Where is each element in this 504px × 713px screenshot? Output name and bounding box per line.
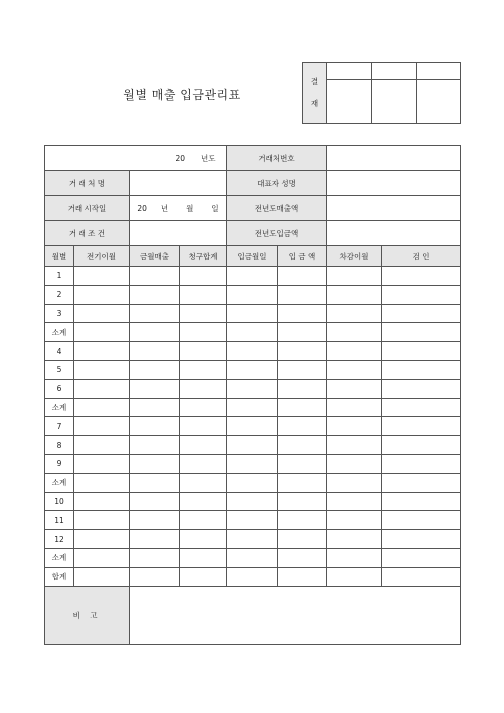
data-cell[interactable] bbox=[278, 492, 327, 511]
data-cell[interactable] bbox=[327, 548, 382, 567]
data-cell[interactable] bbox=[327, 360, 382, 379]
data-cell[interactable] bbox=[227, 285, 278, 304]
data-cell[interactable] bbox=[74, 567, 130, 586]
row-label: 3 bbox=[45, 304, 74, 323]
terms-input[interactable] bbox=[130, 221, 227, 246]
data-cell[interactable] bbox=[227, 360, 278, 379]
data-cell[interactable] bbox=[74, 285, 130, 304]
terms-label: 거 래 조 건 bbox=[45, 221, 130, 246]
data-cell[interactable] bbox=[130, 323, 180, 342]
data-cell[interactable] bbox=[278, 436, 327, 455]
data-cell[interactable] bbox=[130, 567, 180, 586]
year-value: 20 bbox=[175, 153, 185, 163]
start-date-day-unit: 일 bbox=[211, 203, 219, 213]
data-cell[interactable] bbox=[327, 511, 382, 530]
column-header: 금월매출 bbox=[130, 246, 180, 267]
data-cell[interactable] bbox=[180, 417, 227, 436]
account-no-label: 거래처번호 bbox=[227, 146, 327, 171]
data-cell[interactable] bbox=[278, 342, 327, 361]
data-cell[interactable] bbox=[180, 398, 227, 417]
data-cell[interactable] bbox=[130, 548, 180, 567]
data-cell[interactable] bbox=[180, 342, 227, 361]
data-cell[interactable] bbox=[130, 267, 180, 286]
start-date-label: 거래 시작일 bbox=[45, 196, 130, 221]
data-cell[interactable] bbox=[382, 548, 461, 567]
data-cell[interactable] bbox=[74, 436, 130, 455]
data-cell[interactable] bbox=[327, 379, 382, 398]
data-cell[interactable] bbox=[278, 323, 327, 342]
approval-box bbox=[302, 62, 461, 124]
data-cell[interactable] bbox=[327, 473, 382, 492]
data-cell[interactable] bbox=[74, 304, 130, 323]
data-cell[interactable] bbox=[180, 304, 227, 323]
data-cell[interactable] bbox=[227, 436, 278, 455]
start-date-input[interactable] bbox=[130, 196, 227, 221]
approval-title-cell[interactable] bbox=[327, 63, 372, 80]
data-cell[interactable] bbox=[180, 473, 227, 492]
data-cell[interactable] bbox=[130, 398, 180, 417]
row-label: 1 bbox=[45, 267, 74, 286]
data-cell[interactable] bbox=[382, 360, 461, 379]
data-cell[interactable] bbox=[327, 323, 382, 342]
data-cell[interactable] bbox=[327, 398, 382, 417]
data-cell[interactable] bbox=[74, 379, 130, 398]
data-cell[interactable] bbox=[130, 530, 180, 549]
column-header: 청구합계 bbox=[180, 246, 227, 267]
row-label: 소계 bbox=[45, 398, 74, 417]
year-cell[interactable] bbox=[45, 146, 227, 171]
data-cell[interactable] bbox=[130, 342, 180, 361]
row-label: 10 bbox=[45, 492, 74, 511]
data-cell[interactable] bbox=[74, 417, 130, 436]
data-cell[interactable] bbox=[278, 267, 327, 286]
data-cell[interactable] bbox=[74, 511, 130, 530]
column-header: 월별 bbox=[45, 246, 74, 267]
data-cell[interactable] bbox=[74, 454, 130, 473]
data-cell[interactable] bbox=[382, 454, 461, 473]
client-name-label: 거 래 처 명 bbox=[45, 171, 130, 196]
data-cell[interactable] bbox=[227, 342, 278, 361]
data-cell[interactable] bbox=[180, 454, 227, 473]
data-cell[interactable] bbox=[74, 398, 130, 417]
data-cell[interactable] bbox=[278, 360, 327, 379]
data-cell[interactable] bbox=[130, 454, 180, 473]
data-cell[interactable] bbox=[278, 530, 327, 549]
data-cell[interactable] bbox=[74, 360, 130, 379]
data-cell[interactable] bbox=[382, 342, 461, 361]
data-cell[interactable] bbox=[227, 530, 278, 549]
data-cell[interactable] bbox=[130, 473, 180, 492]
data-cell[interactable] bbox=[382, 492, 461, 511]
data-cell[interactable] bbox=[382, 417, 461, 436]
data-cell[interactable] bbox=[382, 379, 461, 398]
data-cell[interactable] bbox=[74, 492, 130, 511]
data-cell[interactable] bbox=[382, 436, 461, 455]
data-cell[interactable] bbox=[180, 267, 227, 286]
approval-sign-cell[interactable] bbox=[372, 80, 417, 124]
data-cell[interactable] bbox=[130, 511, 180, 530]
row-label: 11 bbox=[45, 511, 74, 530]
representative-label: 대표자 성명 bbox=[227, 171, 327, 196]
data-cell[interactable] bbox=[382, 323, 461, 342]
start-date-year-unit: 년 bbox=[160, 203, 169, 213]
start-date-prefix: 20 bbox=[137, 203, 147, 213]
data-cell[interactable] bbox=[278, 304, 327, 323]
data-cell[interactable] bbox=[227, 304, 278, 323]
data-cell[interactable] bbox=[382, 304, 461, 323]
data-cell[interactable] bbox=[278, 285, 327, 304]
prev-deposit-input[interactable] bbox=[327, 221, 461, 246]
prev-sales-input[interactable] bbox=[327, 196, 461, 221]
data-cell[interactable] bbox=[382, 267, 461, 286]
data-cell[interactable] bbox=[180, 379, 227, 398]
data-cell[interactable] bbox=[180, 492, 227, 511]
data-cell[interactable] bbox=[227, 323, 278, 342]
row-label: 소계 bbox=[45, 323, 74, 342]
data-cell[interactable] bbox=[278, 473, 327, 492]
ledger-table bbox=[44, 145, 461, 645]
column-header: 전기이월 bbox=[74, 246, 130, 267]
row-label: 합계 bbox=[45, 567, 74, 586]
row-label: 12 bbox=[45, 530, 74, 549]
data-cell[interactable] bbox=[227, 511, 278, 530]
approval-label-top: 결 bbox=[310, 77, 319, 86]
data-cell[interactable] bbox=[227, 417, 278, 436]
data-cell[interactable] bbox=[74, 323, 130, 342]
data-cell[interactable] bbox=[180, 285, 227, 304]
data-cell[interactable] bbox=[180, 511, 227, 530]
account-no-input[interactable] bbox=[327, 146, 461, 171]
data-cell[interactable] bbox=[74, 548, 130, 567]
data-cell[interactable] bbox=[327, 267, 382, 286]
data-cell[interactable] bbox=[278, 398, 327, 417]
data-cell[interactable] bbox=[327, 304, 382, 323]
column-header: 입 금 액 bbox=[278, 246, 327, 267]
data-cell[interactable] bbox=[382, 567, 461, 586]
data-cell[interactable] bbox=[327, 567, 382, 586]
representative-input[interactable] bbox=[327, 171, 461, 196]
data-cell[interactable] bbox=[227, 454, 278, 473]
row-label: 6 bbox=[45, 379, 74, 398]
row-label: 5 bbox=[45, 360, 74, 379]
data-cell[interactable] bbox=[327, 436, 382, 455]
data-cell[interactable] bbox=[130, 360, 180, 379]
approval-title-cell[interactable] bbox=[372, 63, 417, 80]
page-title: 월별 매출 입금관리표 bbox=[123, 88, 241, 102]
data-cell[interactable] bbox=[74, 267, 130, 286]
approval-sign-cell[interactable] bbox=[417, 80, 461, 124]
client-name-input[interactable] bbox=[130, 171, 227, 196]
data-cell[interactable] bbox=[74, 530, 130, 549]
data-cell[interactable] bbox=[327, 285, 382, 304]
row-label: 소계 bbox=[45, 473, 74, 492]
remarks-input[interactable] bbox=[130, 586, 461, 644]
data-cell[interactable] bbox=[278, 379, 327, 398]
data-cell[interactable] bbox=[130, 285, 180, 304]
approval-label bbox=[303, 63, 327, 124]
data-cell[interactable] bbox=[327, 342, 382, 361]
data-cell[interactable] bbox=[227, 398, 278, 417]
data-cell[interactable] bbox=[278, 548, 327, 567]
data-cell[interactable] bbox=[227, 567, 278, 586]
approval-sign-cell[interactable] bbox=[327, 80, 372, 124]
data-cell[interactable] bbox=[130, 492, 180, 511]
data-cell[interactable] bbox=[327, 530, 382, 549]
data-cell[interactable] bbox=[180, 436, 227, 455]
data-cell[interactable] bbox=[382, 285, 461, 304]
start-date-month-unit: 월 bbox=[186, 203, 194, 213]
approval-title-cell[interactable] bbox=[417, 63, 461, 80]
row-label: 소계 bbox=[45, 548, 74, 567]
data-cell[interactable] bbox=[382, 398, 461, 417]
data-cell[interactable] bbox=[74, 473, 130, 492]
data-cell[interactable] bbox=[278, 417, 327, 436]
column-header: 입금월일 bbox=[227, 246, 278, 267]
column-header: 차감이월 bbox=[327, 246, 382, 267]
data-cell[interactable] bbox=[180, 323, 227, 342]
data-cell[interactable] bbox=[180, 548, 227, 567]
data-cell[interactable] bbox=[327, 454, 382, 473]
approval-label-bottom: 재 bbox=[310, 99, 319, 108]
prev-deposit-label: 전년도입금액 bbox=[227, 221, 327, 246]
row-label: 2 bbox=[45, 285, 74, 304]
column-header: 검 인 bbox=[382, 246, 461, 267]
data-cell[interactable] bbox=[180, 567, 227, 586]
data-cell[interactable] bbox=[130, 304, 180, 323]
row-label: 7 bbox=[45, 417, 74, 436]
row-label: 4 bbox=[45, 342, 74, 361]
data-cell[interactable] bbox=[130, 417, 180, 436]
data-cell[interactable] bbox=[278, 454, 327, 473]
data-cell[interactable] bbox=[382, 530, 461, 549]
data-cell[interactable] bbox=[227, 267, 278, 286]
data-cell[interactable] bbox=[227, 379, 278, 398]
data-cell[interactable] bbox=[278, 511, 327, 530]
data-cell[interactable] bbox=[180, 360, 227, 379]
data-cell[interactable] bbox=[278, 567, 327, 586]
data-cell[interactable] bbox=[130, 436, 180, 455]
data-cell[interactable] bbox=[327, 492, 382, 511]
data-cell[interactable] bbox=[227, 548, 278, 567]
data-cell[interactable] bbox=[227, 492, 278, 511]
remarks-label: 비 고 bbox=[45, 586, 130, 644]
data-cell[interactable] bbox=[180, 530, 227, 549]
data-cell[interactable] bbox=[227, 473, 278, 492]
data-cell[interactable] bbox=[327, 417, 382, 436]
prev-sales-label: 전년도매출액 bbox=[227, 196, 327, 221]
data-cell[interactable] bbox=[74, 342, 130, 361]
row-label: 9 bbox=[45, 454, 74, 473]
row-label: 8 bbox=[45, 436, 74, 455]
data-cell[interactable] bbox=[382, 473, 461, 492]
data-cell[interactable] bbox=[382, 511, 461, 530]
data-cell[interactable] bbox=[130, 379, 180, 398]
year-unit: 년도 bbox=[201, 153, 216, 163]
